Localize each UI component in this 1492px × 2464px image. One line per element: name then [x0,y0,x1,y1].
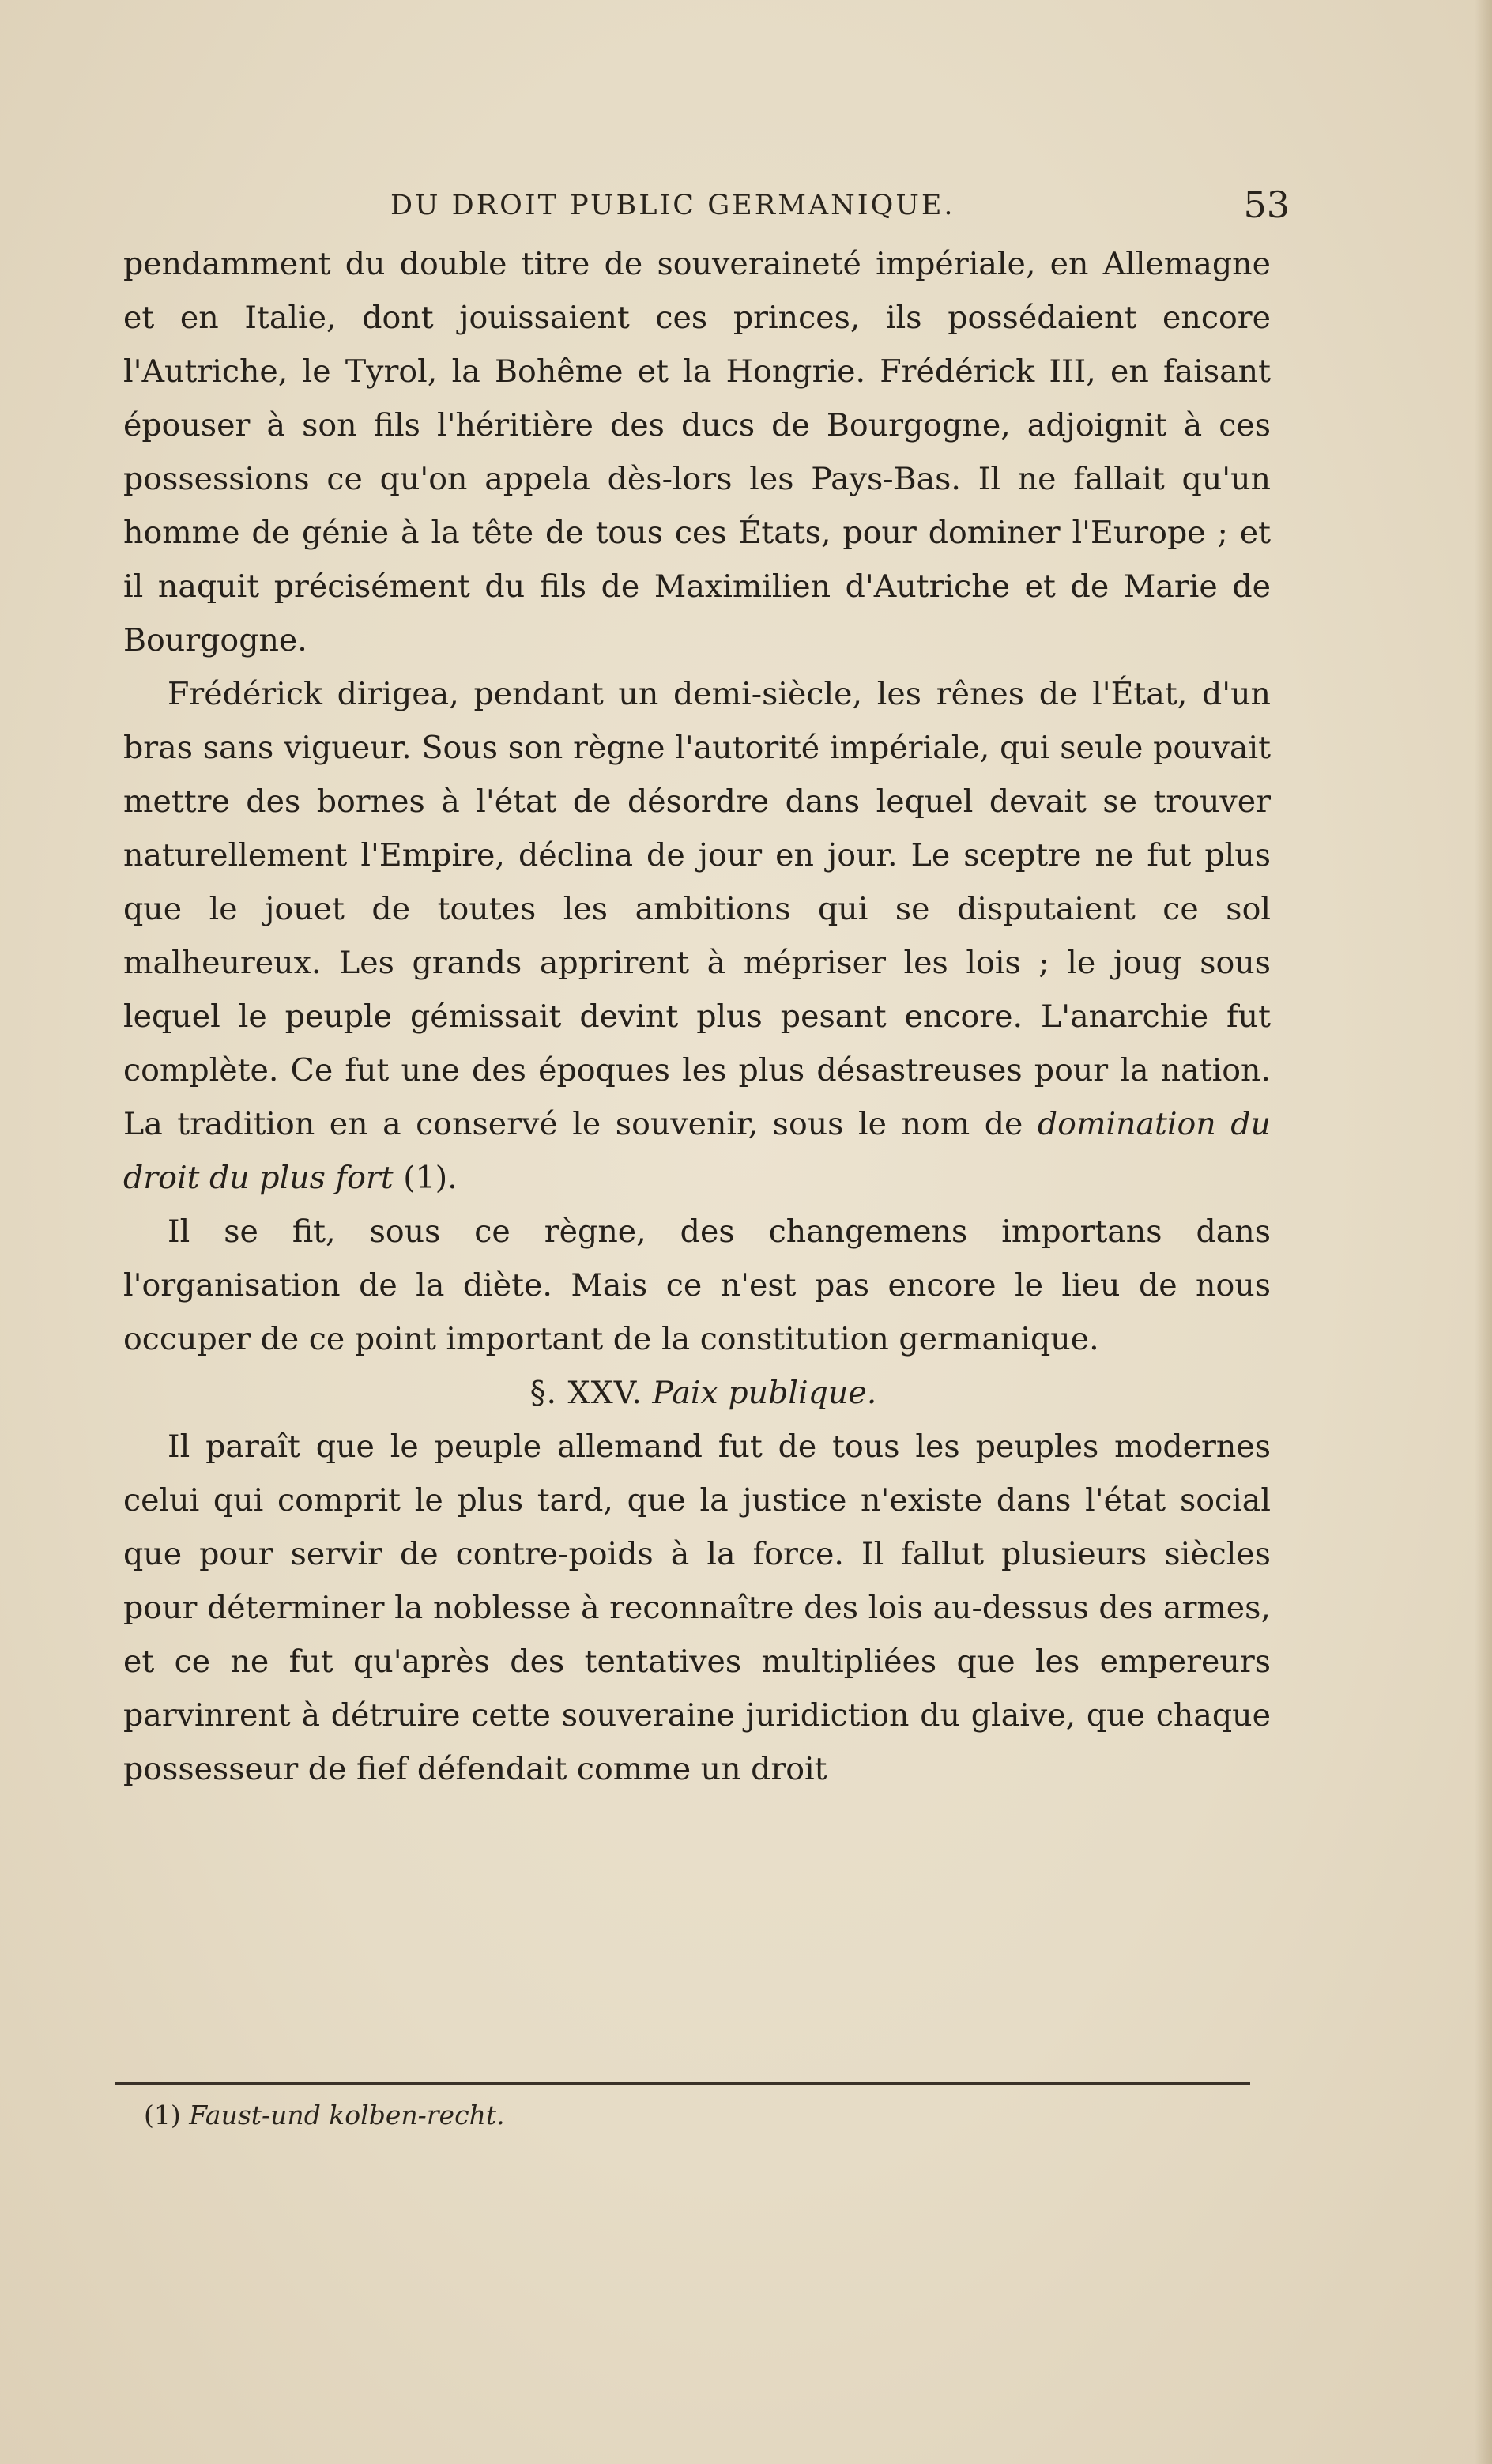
footnote-marker: (1) [144,2100,181,2130]
section-number: §. XXV. [529,1375,642,1411]
running-head [123,180,1290,237]
paragraph-text: Il paraît que le peuple allemand fut de tous les peuples modernes celui qui comprit le plus tard, que la justice n'existe dans l'état social que pour servir de contre-poids à la force. Il fallut plusieurs siècles pour déterminer la noblesse à reconnaître des lois au-dessus des armes, et ce ne fut qu'après des tentatives multipliées que les empereurs parvinrent à détruire cette souveraine juridiction du glaive, que chaque possesseur de fief défendait comme un droit [123,1428,1271,1787]
footnote-text: Faust-und kolben-recht. [189,2100,505,2130]
paragraph [123,667,1271,1205]
running-title: DU DROIT PUBLIC GERMANIQUE. [390,190,955,221]
page-edge-shadow [1475,0,1492,2464]
footnote-reference: (1). [393,1160,458,1196]
footnote [144,2100,505,2130]
body-text [123,237,1271,1796]
footnote-rule [115,2082,1250,2085]
paragraph-text: pendamment du double titre de souveraineté impériale, en Allemagne et en Italie, dont jouissaient ces princes, ils possédaient encore l'Autriche, le Tyrol, la Bohême et la Hongrie. Frédérick III, en faisant épouser à son fils l'héritière des ducs de Bourgogne, adjoignit à ces possessions ce qu'on appela dès-lors les Pays-Bas. Il ne fallait qu'un homme de génie à la tête de tous ces États, pour dominer l'Europe ; et il naquit précisément du fils de Maximilien d'Autriche et de Marie de Bourgogne. [123,246,1271,658]
section-title: Paix publique. [652,1375,877,1411]
page-number: 53 [1243,183,1290,226]
emphasized-phrase: domination du droit du plus fort [123,1106,1271,1196]
section-heading [123,1366,1271,1420]
paragraph-text: Il se fit, sous ce règne, des changemens importans dans l'organisation de la diète. Mais ce n'est pas encore le lieu de nous occuper de ce point important de la constitution germanique. [123,1213,1271,1357]
paragraph [123,1205,1271,1366]
paragraph [123,1420,1271,1796]
paragraph-text: Frédérick dirigea, pendant un demi-siècle, les rênes de l'État, d'un bras sans vigueur. Sous son règne l'autorité impériale, qui seule pouvait mettre des bornes à l'état de désordre dans lequel devait se trouver naturellement l'Empire, déclina de jour en jour. Le sceptre ne fut plus que le jouet de toutes les ambitions qui se disputaient ce sol malheureux. Les grands apprirent à mépriser les lois ; le joug sous lequel le peuple gémissait devint plus pesant encore. L'anarchie fut complète. Ce fut une des époques les plus désastreuses pour la nation. La tradition en a conservé le souvenir, sous le nom de [123,676,1271,1142]
paragraph-continued [123,237,1271,667]
